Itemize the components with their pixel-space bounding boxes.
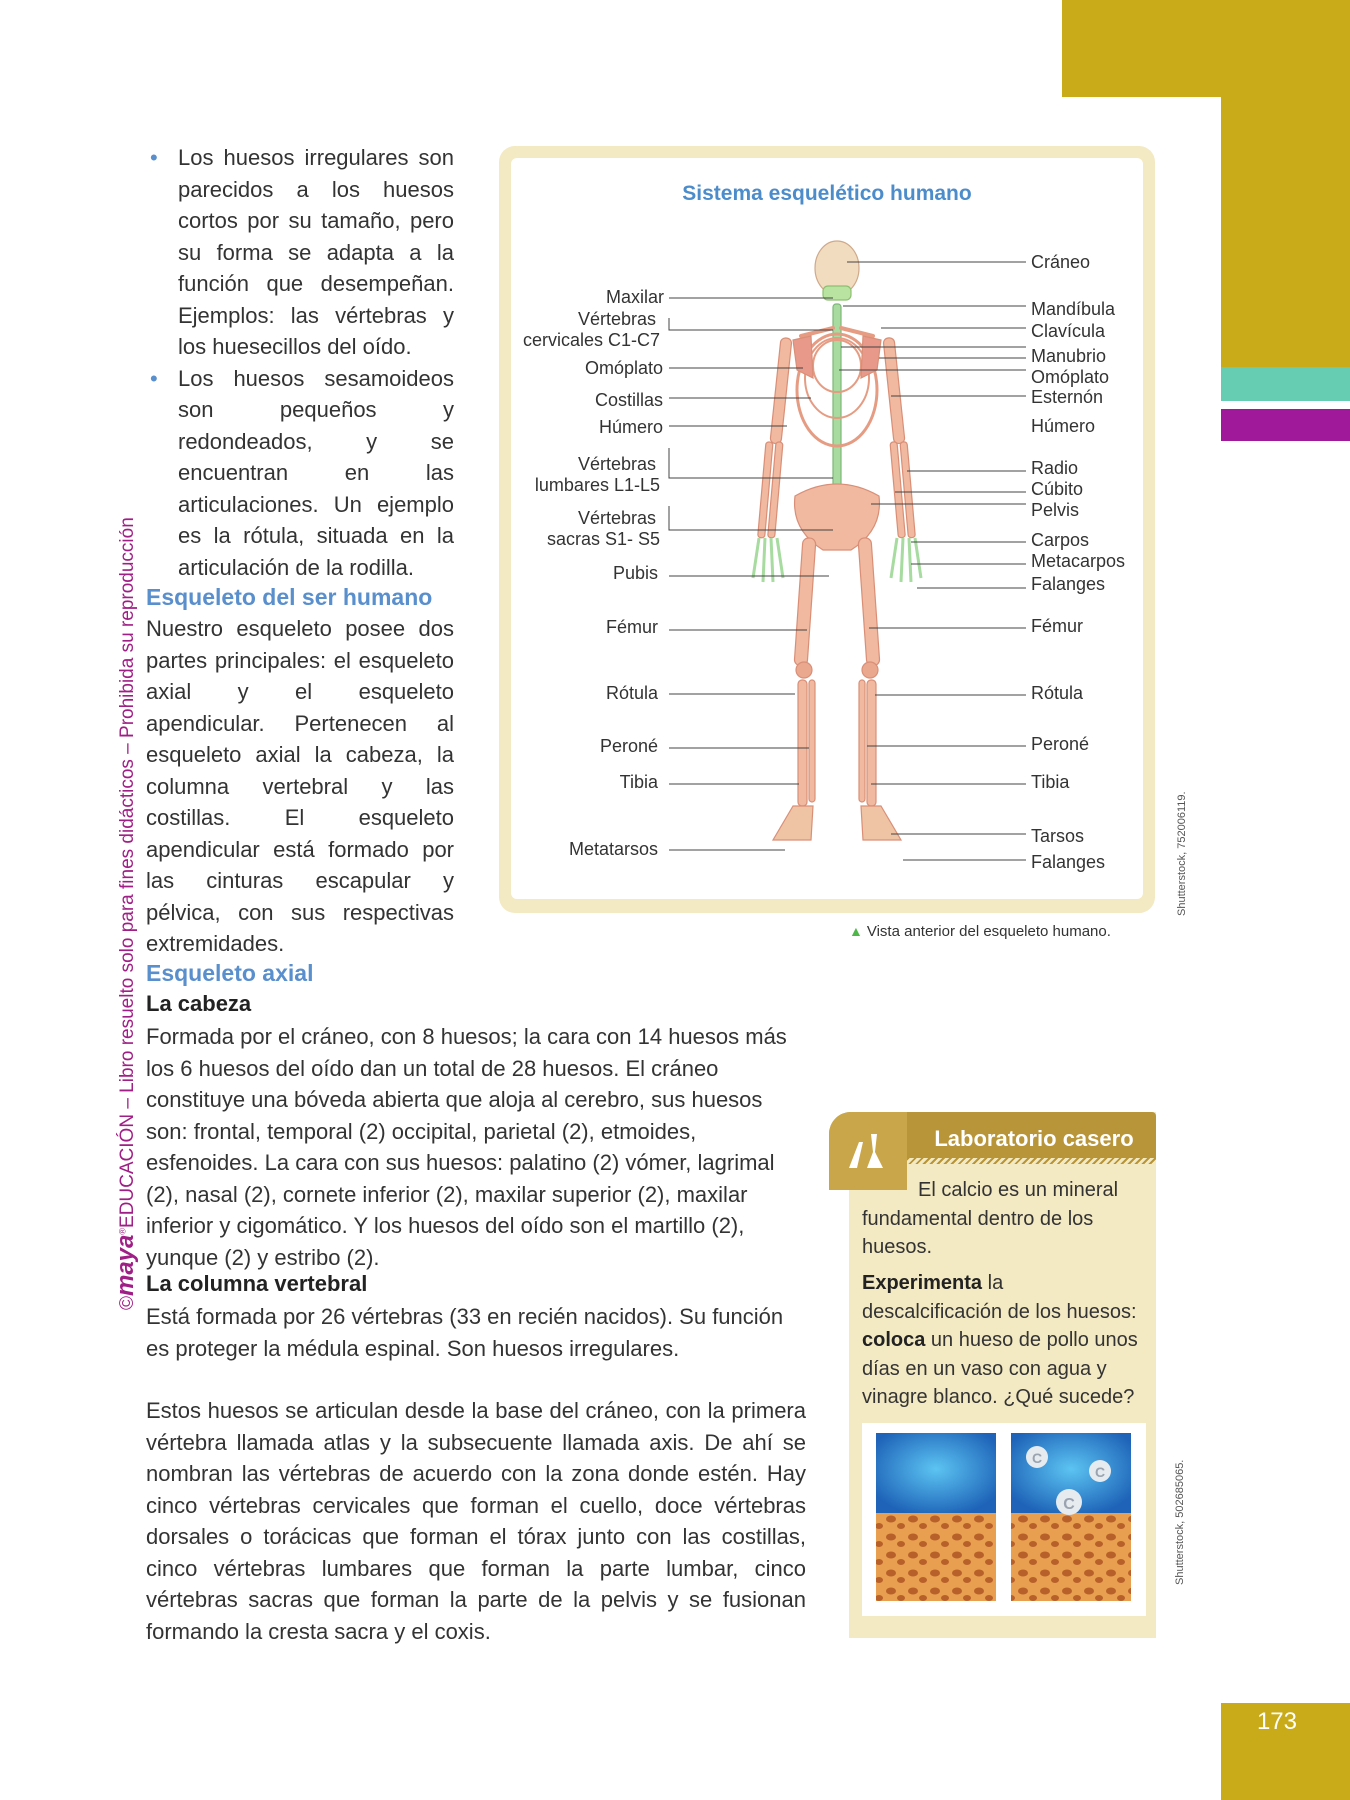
paragraph-head: Formada por el cráneo, con 8 huesos; la cara con 14 huesos más los 6 huesos del oído dan un total de 28 huesos. El cráneo constituye una bóveda abierta que aloja al cerebro, sus huesos son: frontal, temporal (2) occipital, parietal (2), etmoides, esfenoides. La cara con sus huesos: palatino (2) vómer, lagrimal (2), nasal (2), cornete inferior (2), maxilar superior (2), maxilar inferior y cigomático. Y los huesos del oído son el martillo (2), yunque (2) y estribo (2). xyxy=(146,1024,787,1270)
label-vertebras-lumbares-1: Vértebras xyxy=(577,454,656,474)
label-tarsos: Tarsos xyxy=(1031,826,1085,846)
caption-triangle-icon: ▲ xyxy=(849,923,863,939)
label-vertebras-sacras-2: sacras S1- S5 xyxy=(546,529,660,549)
label-pelvis: Pelvis xyxy=(1031,500,1080,520)
label-leader-lines xyxy=(669,262,1026,860)
calcium-symbol: C xyxy=(1031,1450,1043,1466)
label-vertebras-cervicales-1: Vértebras xyxy=(577,309,656,329)
label-mandibula: Mandíbula xyxy=(1031,299,1116,319)
calcium-symbol: C xyxy=(1063,1496,1075,1513)
lab-photo-credit: Shutterstock, 502685065. xyxy=(1174,1459,1186,1585)
label-tibia-right: Tibia xyxy=(1031,772,1070,792)
magenta-section-tab xyxy=(1221,409,1350,441)
figure-caption-text: Vista anterior del esqueleto humano. xyxy=(866,923,1111,940)
bullet-sesamoid-bones: • Los huesos sesamoideos son pequeños y redondeados, y se encuentran en las articulaciones. Un ejemplo es la rótula, situada en la articulación de la rodilla. xyxy=(146,363,454,584)
label-carpos: Carpos xyxy=(1031,530,1090,550)
heading-skeleton: Esqueleto del ser humano xyxy=(146,584,433,610)
label-maxilar: Maxilar xyxy=(605,287,664,307)
label-metatarsos: Metatarsos xyxy=(568,839,658,859)
vertical-copyright: ©maya®EDUCACIÓN – Libro resuelto solo para fines didácticos – Prohibida su reproducción xyxy=(112,517,139,1310)
label-pubis: Pubis xyxy=(612,563,658,583)
label-perone-right: Peroné xyxy=(1031,734,1090,754)
copyright-text: EDUCACIÓN – Libro resuelto solo para fines didácticos – Prohibida su reproducción xyxy=(117,517,138,1228)
bone-decalcification-illustration xyxy=(862,1423,1146,1616)
label-falanges-pie: Falanges xyxy=(1031,852,1106,872)
label-omoplato-right: Omóplato xyxy=(1031,367,1110,387)
label-radio: Radio xyxy=(1031,458,1079,478)
paragraph-spine: Está formada por 26 vértebras (33 en recién nacidos). Su función es proteger la médula espinal. Son huesos irregulares. xyxy=(146,1304,784,1361)
heading-axial: Esqueleto axial xyxy=(146,960,314,986)
page-number: 173 xyxy=(1256,1708,1297,1735)
labels-left xyxy=(523,287,664,859)
label-humero-left: Húmero xyxy=(598,417,663,437)
label-vertebras-sacras-1: Vértebras xyxy=(577,508,656,528)
label-vertebras-cervicales-2: cervicales C1-C7 xyxy=(522,330,660,350)
subheading-head: La cabeza xyxy=(146,991,252,1016)
label-costillas: Costillas xyxy=(594,390,663,410)
copyright-symbol: © xyxy=(117,1296,138,1310)
bullet-list xyxy=(146,142,454,583)
lab-text-part-2: un hueso de pollo unos días en un vaso con agua y vinagre blanco. ¿Qué sucede? xyxy=(862,1329,1138,1408)
paragraph-spine-2: Estos huesos se articulan desde la base del cráneo, con la primera vértebra llamada atlas y la subsecuente llamada axis. De ahí se nombran las vértebras de acuerdo con la zona donde estén. Hay cinco vértebras cervicales que forman el cuello, doce vértebras dorsales o torácicas que forman el tórax junto con las costillas, cinco vértebras lumbares que forman la parte lumbar, cinco vértebras sacras que forman la parte de la pelvis y se fusionan formando la cresta sacra y el coxis. xyxy=(146,1398,806,1644)
labels-right xyxy=(1031,252,1125,872)
label-tibia-left: Tibia xyxy=(619,772,658,792)
calcium-symbol: C xyxy=(1094,1464,1106,1480)
skeleton-diagram xyxy=(511,158,1143,899)
figure-credit: Shutterstock, 752006119. xyxy=(1176,791,1188,916)
label-craneo: Cráneo xyxy=(1031,252,1091,272)
figure-title: Sistema esquelético humano xyxy=(682,182,972,205)
subheading-spine: La columna vertebral xyxy=(146,1271,368,1296)
paragraph-skeleton: Nuestro esqueleto posee dos partes principales: el esqueleto axial y el esqueleto apendicular. Pertenecen al esqueleto axial la cabeza, la columna vertebral y las costillas. El esqueleto apendicular está formado por las cinturas escapular y pélvica, con sus respectivas extremidades. xyxy=(146,616,454,956)
label-femur-left: Fémur xyxy=(605,617,658,637)
lab-verb-experimenta: Experimenta xyxy=(862,1272,983,1294)
label-humero-right: Húmero xyxy=(1031,416,1096,436)
lab-instructions xyxy=(862,1269,1146,1412)
label-falanges-mano: Falanges xyxy=(1031,574,1106,594)
skeleton-illustration xyxy=(753,241,921,840)
brand-logo-text: maya xyxy=(112,1234,139,1296)
lab-text-part-1: la descalcificación de los huesos: xyxy=(862,1272,1137,1323)
lab-photos xyxy=(862,1423,1146,1616)
gold-side-band xyxy=(1221,97,1350,367)
lab-header-stripe xyxy=(907,1158,1156,1164)
lab-title: Laboratorio casero xyxy=(934,1126,1134,1151)
lab-verb-coloca: coloca xyxy=(862,1329,926,1351)
label-omoplato-left: Omóplato xyxy=(584,358,663,378)
label-vertebras-lumbares-2: lumbares L1-L5 xyxy=(534,475,660,495)
lab-intro: El calcio es un mineral fundamental dentro de los huesos. xyxy=(862,1179,1119,1258)
bullet-irregular-bones: • Los huesos irregulares son parecidos a los huesos cortos por su tamaño, pero su forma se adapta a la función que desempeñan. Ejemplos: las vértebras y los huesecillos del oído. xyxy=(146,142,454,363)
label-rotula-right: Rótula xyxy=(1031,683,1084,703)
figure-caption xyxy=(849,923,1111,940)
bullet-list-block xyxy=(146,142,454,583)
label-femur-right: Fémur xyxy=(1031,616,1084,636)
label-rotula-left: Rótula xyxy=(605,683,658,703)
label-cubito: Cúbito xyxy=(1031,479,1084,499)
label-esternon: Esternón xyxy=(1031,387,1104,407)
label-perone-left: Peroné xyxy=(599,736,658,756)
label-metacarpos: Metacarpos xyxy=(1031,551,1126,571)
label-clavicula: Clavícula xyxy=(1031,321,1106,341)
label-manubrio: Manubrio xyxy=(1031,346,1107,366)
teal-section-tab xyxy=(1221,367,1350,401)
gold-corner-band xyxy=(1062,0,1350,97)
